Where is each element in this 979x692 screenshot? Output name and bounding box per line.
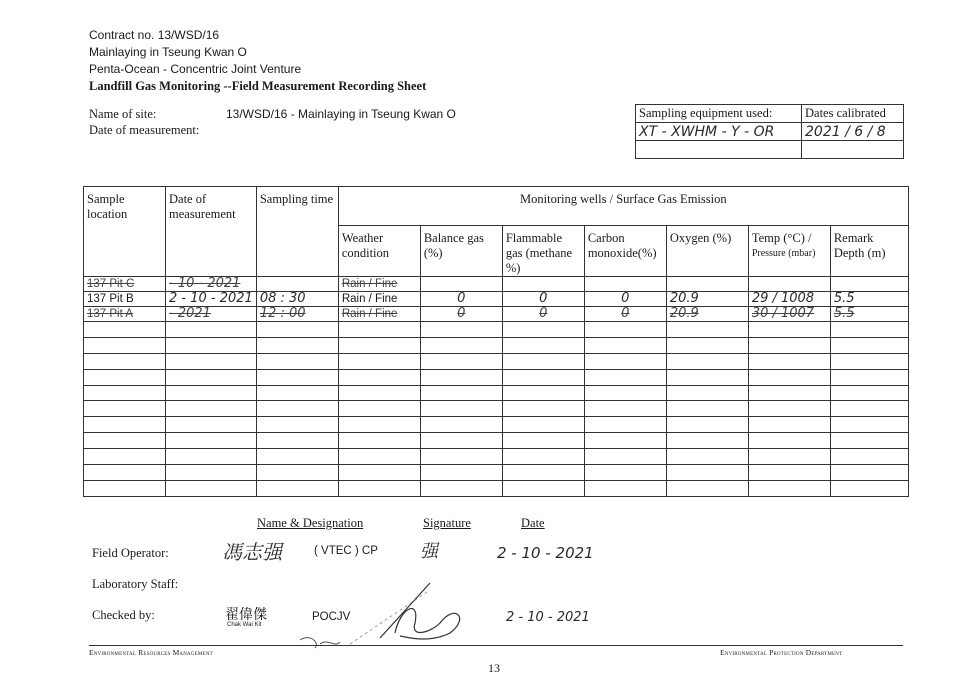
equipment-empty-cell — [636, 141, 802, 159]
checked-by-date: 2 - 10 - 2021 — [506, 610, 590, 625]
table-row — [84, 385, 909, 401]
empty-cell — [256, 401, 338, 417]
cell-balance — [420, 277, 502, 292]
empty-cell — [338, 385, 420, 401]
empty-cell — [666, 433, 748, 449]
table-row — [84, 322, 909, 338]
empty-cell — [166, 449, 257, 465]
empty-cell — [830, 449, 908, 465]
empty-cell — [584, 322, 666, 338]
date-header: Date — [521, 516, 545, 530]
cell-remark — [830, 277, 908, 292]
empty-cell — [584, 401, 666, 417]
empty-cell — [256, 449, 338, 465]
table-row — [84, 465, 909, 481]
cell-date: - 10 - 2021 — [166, 277, 257, 292]
field-operator-signature: 强 — [420, 541, 438, 562]
empty-cell — [420, 401, 502, 417]
empty-cell — [584, 465, 666, 481]
calibrated-header: Dates calibrated — [802, 105, 904, 123]
empty-cell — [502, 369, 584, 385]
checked-by-name: 翟偉傑 — [225, 608, 267, 623]
table-row — [84, 401, 909, 417]
calibrated-empty-cell — [802, 141, 904, 159]
cell-balance: 0 — [420, 292, 502, 307]
header-temp-pressure — [748, 226, 830, 277]
empty-cell — [420, 465, 502, 481]
empty-cell — [666, 369, 748, 385]
calibrated-value: 2021 / 6 / 8 — [802, 123, 904, 141]
empty-cell — [830, 353, 908, 369]
empty-cell — [420, 480, 502, 496]
empty-cell — [166, 417, 257, 433]
table-row — [84, 292, 909, 307]
empty-cell — [502, 449, 584, 465]
checked-by-org: POCJV — [312, 611, 351, 623]
cell-weather: Rain / Fine — [338, 277, 420, 292]
cell-date: 2 - 10 - 2021 — [166, 292, 257, 307]
empty-cell — [584, 385, 666, 401]
table-row — [84, 337, 909, 353]
cell-location: 137 Pit B — [84, 292, 166, 307]
table-row — [84, 307, 909, 322]
contractor-name: Penta-Ocean - Concentric Joint Venture — [89, 62, 302, 76]
empty-cell — [502, 465, 584, 481]
empty-cell — [256, 480, 338, 496]
project-name: Mainlaying in Tseung Kwan O — [89, 45, 247, 59]
empty-cell — [748, 417, 830, 433]
empty-cell — [830, 385, 908, 401]
checked-by-signature — [280, 578, 480, 658]
empty-cell — [666, 353, 748, 369]
checked-by-name-en: Chak Wai Kit — [227, 622, 262, 628]
empty-cell — [420, 449, 502, 465]
empty-cell — [666, 401, 748, 417]
cell-location: 137 Pit C — [84, 277, 166, 292]
cell-time: 08 : 30 — [256, 292, 338, 307]
empty-cell — [584, 369, 666, 385]
empty-cell — [84, 322, 166, 338]
empty-cell — [256, 369, 338, 385]
empty-cell — [420, 337, 502, 353]
empty-cell — [502, 401, 584, 417]
empty-cell — [502, 385, 584, 401]
empty-cell — [84, 449, 166, 465]
empty-cell — [584, 353, 666, 369]
header-oxygen: Oxygen (%) — [666, 226, 748, 277]
empty-cell — [502, 322, 584, 338]
signature-header: Signature — [423, 516, 471, 530]
empty-cell — [666, 417, 748, 433]
empty-cell — [502, 433, 584, 449]
empty-cell — [256, 337, 338, 353]
cell-flammable: 0 — [502, 307, 584, 322]
empty-cell — [584, 433, 666, 449]
site-name-value: 13/WSD/16 - Mainlaying in Tseung Kwan O — [226, 107, 456, 121]
field-operator-label: Field Operator: — [92, 546, 169, 560]
header-depth: Depth (m) — [833, 246, 886, 260]
checked-by-label: Checked by: — [92, 608, 155, 622]
laboratory-staff-label: Laboratory Staff: — [92, 577, 179, 591]
field-operator-date: 2 - 10 - 2021 — [497, 544, 594, 562]
empty-cell — [748, 465, 830, 481]
header-pressure: Pressure (mbar) — [751, 248, 816, 259]
empty-cell — [256, 385, 338, 401]
empty-cell — [502, 337, 584, 353]
empty-cell — [830, 480, 908, 496]
footer-rule — [89, 645, 903, 646]
sheet-title: Landfill Gas Monitoring --Field Measurement Recording Sheet — [89, 79, 427, 93]
measurement-table — [83, 186, 909, 497]
field-operator-org: ( VTEC ) CP — [314, 545, 378, 557]
empty-cell — [338, 322, 420, 338]
table-row — [84, 277, 909, 292]
empty-cell — [338, 353, 420, 369]
empty-cell — [166, 385, 257, 401]
empty-cell — [338, 369, 420, 385]
empty-cell — [584, 480, 666, 496]
cell-weather: Rain / Fine — [338, 292, 420, 307]
empty-cell — [256, 433, 338, 449]
empty-cell — [748, 322, 830, 338]
header-balance-gas: Balance gas (%) — [420, 226, 502, 277]
empty-cell — [84, 385, 166, 401]
empty-cell — [338, 465, 420, 481]
empty-cell — [830, 417, 908, 433]
cell-oxygen: 20.9 — [666, 307, 748, 322]
cell-balance: 0 — [420, 307, 502, 322]
cell-weather: Rain / Fine — [338, 307, 420, 322]
empty-cell — [166, 369, 257, 385]
empty-cell — [166, 401, 257, 417]
header-flammable-gas: Flammable gas (methane %) — [502, 226, 584, 277]
table-row — [84, 369, 909, 385]
cell-temp: 29 / 1008 — [748, 292, 830, 307]
empty-cell — [666, 322, 748, 338]
header-sampling-time: Sampling time — [256, 187, 338, 277]
empty-cell — [338, 449, 420, 465]
table-row — [84, 353, 909, 369]
empty-cell — [748, 353, 830, 369]
empty-cell — [166, 480, 257, 496]
header-monitoring-wells: Monitoring wells / Surface Gas Emission — [338, 187, 908, 226]
empty-cell — [748, 369, 830, 385]
header-weather: Weather condition — [338, 226, 420, 277]
empty-cell — [256, 353, 338, 369]
empty-cell — [748, 385, 830, 401]
document-header — [89, 27, 426, 95]
site-name-label: Name of site: — [89, 107, 157, 121]
table-row — [84, 433, 909, 449]
empty-cell — [748, 337, 830, 353]
cell-oxygen: 20.9 — [666, 292, 748, 307]
cell-flammable: 0 — [502, 292, 584, 307]
cell-remark: 5.5 — [830, 307, 908, 322]
empty-cell — [830, 433, 908, 449]
empty-cell — [748, 480, 830, 496]
cell-remark: 5.5 — [830, 292, 908, 307]
empty-cell — [84, 480, 166, 496]
empty-cell — [666, 337, 748, 353]
table-row — [84, 417, 909, 433]
empty-cell — [666, 480, 748, 496]
cell-date: - 2021 — [166, 307, 257, 322]
cell-temp: 30 / 1007 — [748, 307, 830, 322]
footer-right: Environmental Protection Department — [720, 648, 843, 657]
empty-cell — [338, 480, 420, 496]
empty-cell — [338, 433, 420, 449]
empty-cell — [830, 401, 908, 417]
empty-cell — [666, 385, 748, 401]
empty-cell — [502, 353, 584, 369]
empty-cell — [420, 369, 502, 385]
empty-cell — [666, 449, 748, 465]
empty-cell — [666, 465, 748, 481]
empty-cell — [166, 433, 257, 449]
empty-cell — [420, 322, 502, 338]
cell-time — [256, 277, 338, 292]
empty-cell — [748, 401, 830, 417]
field-operator-name: 馮志强 — [222, 540, 282, 564]
empty-cell — [84, 401, 166, 417]
cell-time: 12 : 00 — [256, 307, 338, 322]
empty-cell — [84, 353, 166, 369]
empty-cell — [584, 337, 666, 353]
cell-temp — [748, 277, 830, 292]
footer-left: Environmental Resources Management — [89, 648, 213, 657]
empty-cell — [420, 417, 502, 433]
empty-cell — [502, 480, 584, 496]
empty-cell — [84, 417, 166, 433]
contract-number: Contract no. 13/WSD/16 — [89, 28, 220, 42]
name-designation-header: Name & Designation — [257, 516, 364, 530]
cell-location: 137 Pit A — [84, 307, 166, 322]
empty-cell — [420, 385, 502, 401]
empty-cell — [830, 465, 908, 481]
empty-cell — [830, 369, 908, 385]
equipment-value: XT - XWHM - Y - OR — [636, 123, 802, 141]
header-date-of-measurement: Date of measurement — [166, 187, 257, 277]
empty-cell — [84, 465, 166, 481]
empty-cell — [420, 433, 502, 449]
empty-cell — [256, 465, 338, 481]
empty-cell — [256, 322, 338, 338]
empty-cell — [338, 337, 420, 353]
empty-cell — [166, 465, 257, 481]
header-temp: Temp (°C) / — [751, 231, 812, 245]
empty-cell — [338, 417, 420, 433]
equipment-header: Sampling equipment used: — [636, 105, 802, 123]
cell-carbon — [584, 277, 666, 292]
equipment-table — [635, 104, 904, 159]
header-carbon-monoxide: Carbon monoxide(%) — [584, 226, 666, 277]
empty-cell — [166, 337, 257, 353]
cell-carbon: 0 — [584, 292, 666, 307]
header-sample-location: Sample location — [84, 187, 166, 277]
empty-cell — [84, 337, 166, 353]
empty-cell — [830, 322, 908, 338]
header-remark-depth — [830, 226, 908, 277]
empty-cell — [584, 417, 666, 433]
empty-cell — [84, 433, 166, 449]
header-remark: Remark — [833, 231, 874, 245]
empty-cell — [748, 433, 830, 449]
table-row — [84, 480, 909, 496]
empty-cell — [502, 417, 584, 433]
date-of-measurement-label: Date of measurement: — [89, 123, 200, 137]
empty-cell — [748, 449, 830, 465]
table-row — [84, 449, 909, 465]
cell-carbon: 0 — [584, 307, 666, 322]
empty-cell — [420, 353, 502, 369]
empty-cell — [338, 401, 420, 417]
empty-cell — [256, 417, 338, 433]
empty-cell — [830, 337, 908, 353]
empty-cell — [166, 353, 257, 369]
empty-cell — [84, 369, 166, 385]
empty-cell — [584, 449, 666, 465]
empty-cell — [166, 322, 257, 338]
cell-flammable — [502, 277, 584, 292]
page-number: 13 — [488, 661, 500, 675]
cell-oxygen — [666, 277, 748, 292]
